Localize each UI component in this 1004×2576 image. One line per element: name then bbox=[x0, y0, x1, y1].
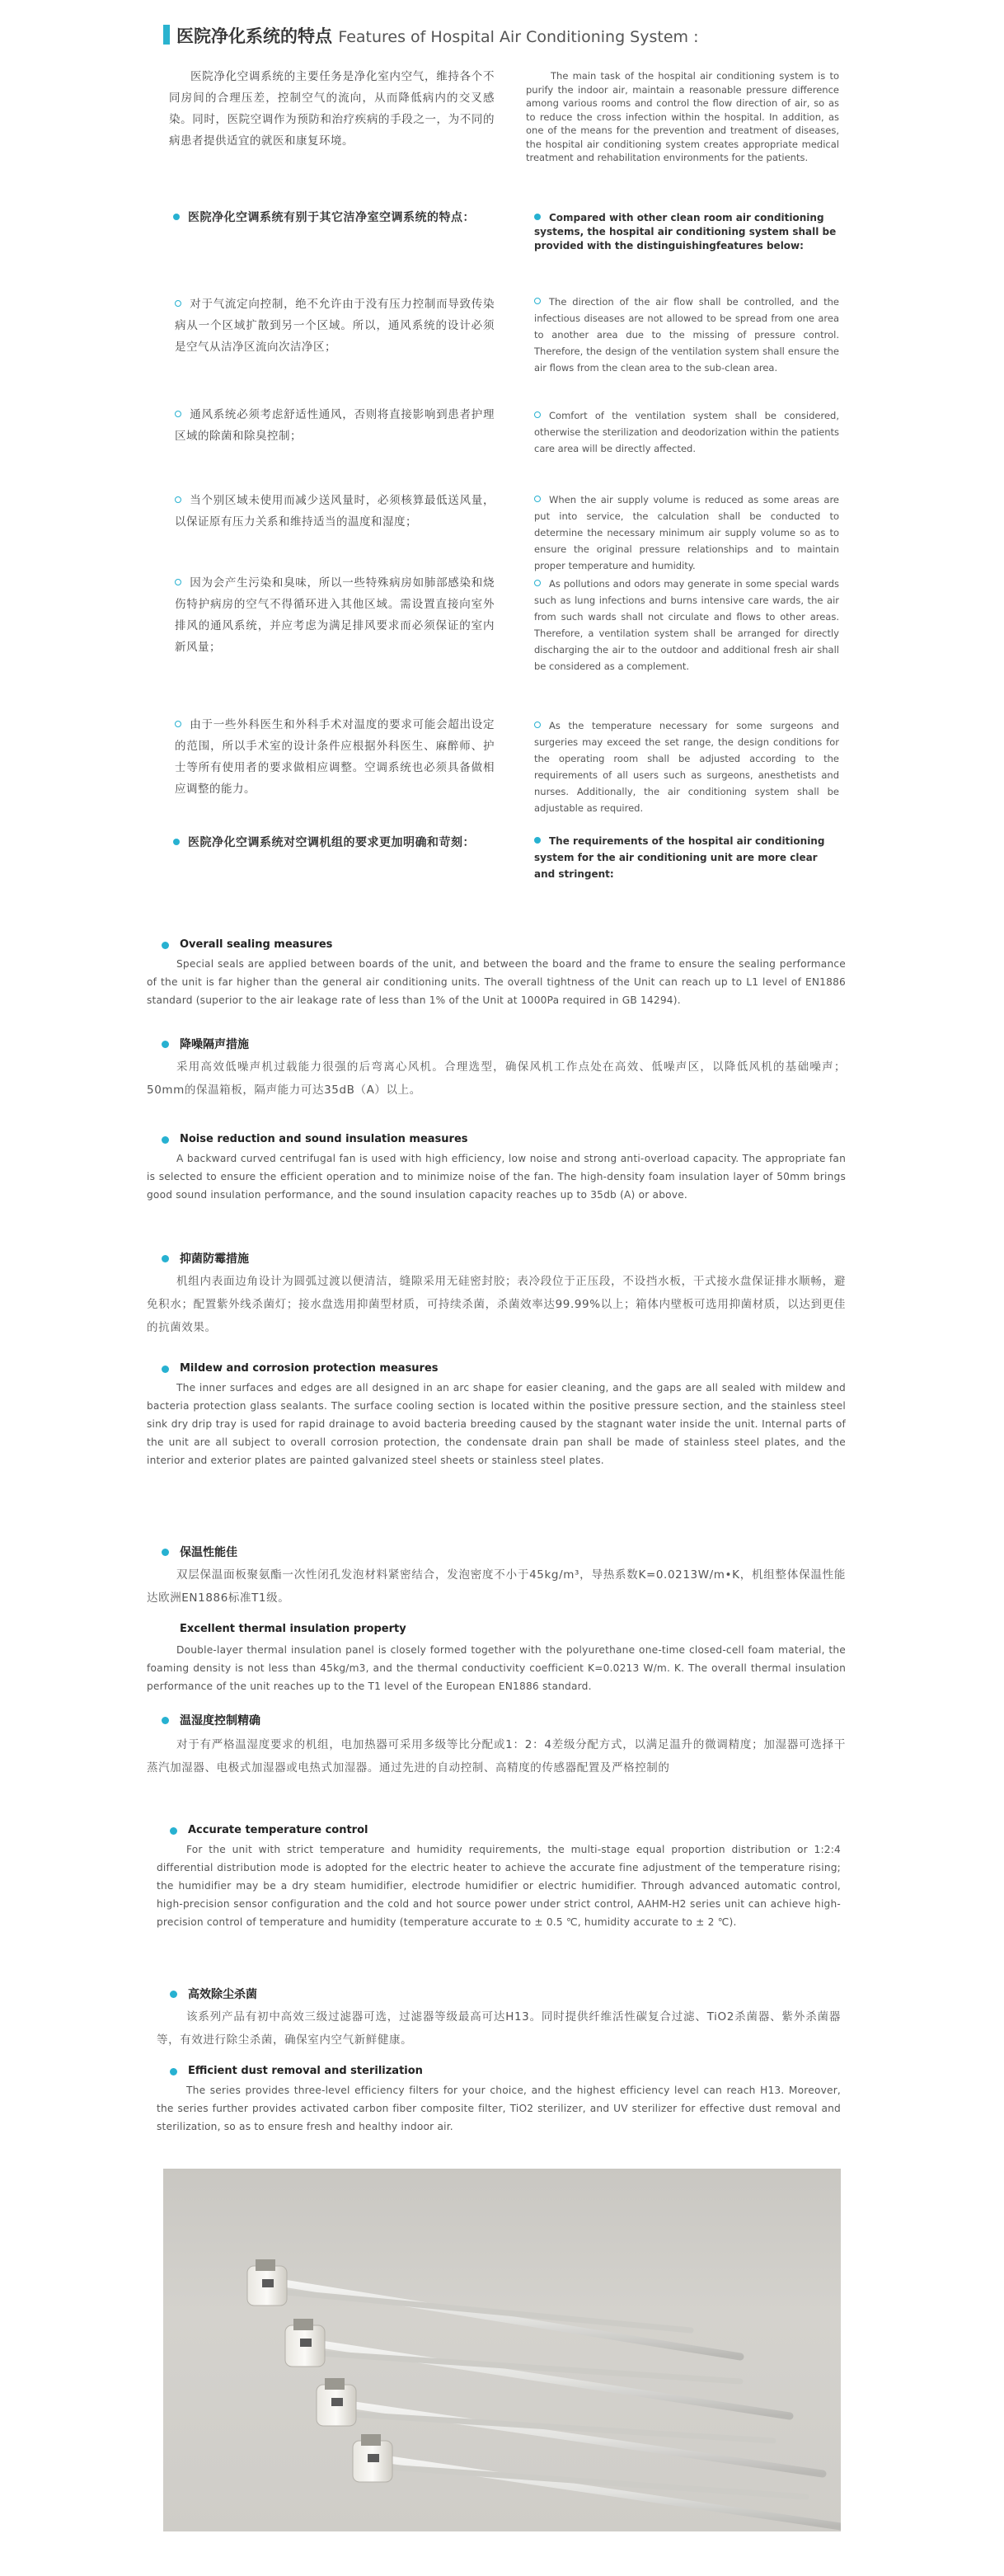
point-3-en bbox=[534, 491, 839, 574]
mildew-head-en: Mildew and corrosion protection measures bbox=[180, 1362, 439, 1375]
req-head-cn-text: 医院净化空调系统对空调机组的要求更加明确和苛刻： bbox=[188, 836, 475, 849]
section-bullet-icon bbox=[162, 942, 169, 949]
thermal-head-cn: 保温性能佳 bbox=[180, 1546, 237, 1559]
section-bullet-icon bbox=[162, 1255, 169, 1262]
temp-body-en: For the unit with strict temperature and humidity requirements, the multi-stage equal proportion distribution or 1:2:4 differential distribution mode is adopted for the electric heater to achieve the accurate fine adjustment of the temperature rising; the humidifier may be a dry steam humidifier, electrode humidifier or electric humidifier. Through advanced automatic control, high-precision sensor configuration and the cold and hot source power under strict control, AAHM-H2 series unit can achieve high-precision control of temperature and humidity (temperature accurate to ± 0.5 ℃, humidity accurate to ± 2 ℃). bbox=[157, 1844, 841, 1928]
bullet-ring-icon bbox=[175, 721, 181, 727]
bullet-dot-icon bbox=[534, 214, 541, 220]
mildew-body-en: The inner surfaces and edges are all designed in an arc shape for easier cleaning, and the gaps are all sealed with mildew and bacteria protection glass sealants. The surface cooling section is located within the positive pressure section, and the stainless steel sink dry drip tray is used for rapid drainage to avoid bacteria breeding caused by the stagnant water inside the unit. Internal parts of the unit are all subject to overall corrosion protection, the condensate drain pan shall be made of stainless steel plates, and the interior and exterior plates are painted galvanized steel sheets or stainless steel plates. bbox=[147, 1382, 846, 1466]
compare-head-cn bbox=[173, 206, 495, 229]
point-4-cn-text: 因为会产生污染和臭味，所以一些特殊病房如肺部感染和烧伤特护病房的空气不得循环进入其他区域。需设置直接向室外排风的通风系统，并应考虑为满足排风要求而必须保证的室内新风量； bbox=[175, 576, 495, 654]
point-5-cn bbox=[175, 714, 495, 800]
section-bullet-icon bbox=[162, 1041, 169, 1048]
thermal-head-en: Excellent thermal insulation property bbox=[180, 1623, 406, 1635]
mildew-head-cn: 抑菌防霉措施 bbox=[180, 1253, 249, 1266]
temp-head-cn: 温湿度控制精确 bbox=[180, 1714, 260, 1728]
thermal-body-en: Double-layer thermal insulation panel is closely formed together with the polyurethane one-time closed-cell foam material, the foaming density is not less than 45kg/m3, and the thermal conductivity coefficient K=0.0213 W/m. K. The overall thermal insulation performance of the unit reaches up to the T1 level of the European EN1886 standard. bbox=[147, 1644, 846, 1692]
intro-en: The main task of the hospital air conditioning system is to purify the indoor air, maintain a reasonable pressure difference among various rooms and control the flow direction of air, so as to reduce the cross infection within the hospital. In addition, as one of the means for the prevention and treatment of diseases, the hospital air conditioning system creates appropriate medical treatment and rehabilitation environments for the patients. bbox=[526, 70, 839, 163]
point-4-en bbox=[534, 576, 839, 675]
dust-body-cn: 该系列产品有初中高效三级过滤器可选，过滤器等级最高可达H13。同时提供纤维活性碳复合过滤、TiO2杀菌器、紫外杀菌器等，有效进行除尘杀菌，确保室内空气新鲜健康。 bbox=[157, 2010, 841, 2047]
mildew-body-cn: 机组内表面边角设计为圆弧过渡以便清洁，缝隙采用无硅密封胶；表冷段位于正压段，不设挡水板，干式接水盘保证排水顺畅，避免积水；配置紫外线杀菌灯；接水盘选用抑菌型材质，可持续杀菌，杀菌效率达99.99%以上；箱体内壁板可选用抑菌材质，以达到更佳的抗菌效果。 bbox=[147, 1275, 846, 1334]
compare-head-en bbox=[534, 211, 839, 253]
section-bullet-icon bbox=[162, 1717, 169, 1724]
intro-cn: 医院净化空调系统的主要任务是净化室内空气，维持各个不同房间的合理压差，控制空气的流向，从而降低病内的交叉感染。同时，医院空调作为预防和治疗疾病的手段之一，为不同的病患者提供适宜的就医和康复环境。 bbox=[169, 70, 495, 148]
dust-body-en: The series provides three-level efficiency filters for your choice, and the highest efficiency level can reach H13. Moreover, the series further provides activated carbon fiber composite filter, TiO2 sterilizer, and UV sterilizer for effective dust removal and sterilization, so as to ensure fresh and healthy indoor air. bbox=[157, 2085, 841, 2132]
bullet-ring-icon bbox=[175, 579, 181, 585]
point-2-en bbox=[534, 407, 839, 457]
uv-lamp bbox=[285, 2319, 790, 2416]
bullet-dot-icon bbox=[534, 837, 541, 844]
page-title-en: Features of Hospital Air Conditioning System : bbox=[338, 28, 699, 46]
temp-body-cn: 对于有严格温湿度要求的机组，电加热器可采用多级等比分配或1：2：4差级分配方式，以满足温升的微调精度；加湿器可选择干蒸汽加湿器、电极式加湿器或电热式加湿器。通过先进的自动控制、高精度的传感器配置及严格控制的 bbox=[147, 1738, 846, 1775]
sealing-body-en: Special seals are applied between boards of the unit, and between the board and the frame to ensure the sealing performance of the unit is far higher than the general air conditioning units. The overall tightness of the Unit can reach up to L1 level of EN1886 standard (superior to the air leakage rate of less than 1% of the Unit at 1000Pa required in GB 14294). bbox=[147, 958, 846, 1006]
uv-lamps-illustration bbox=[163, 2169, 841, 2531]
point-3-cn-text: 当个别区域未使用而减少送风量时，必须核算最低送风量，以保证原有压力关系和维持适当的温度和湿度； bbox=[175, 494, 495, 529]
req-head-en-text: The requirements of the hospital air conditioning system for the air conditioning unit are more clear and stringent: bbox=[534, 835, 825, 880]
point-5-en bbox=[534, 717, 839, 816]
bullet-ring-icon bbox=[175, 496, 181, 503]
req-head-cn bbox=[173, 831, 503, 854]
point-2-cn-text: 通风系统必须考虑舒适性通风，否则将直接影响到患者护理区域的除菌和除臭控制； bbox=[175, 408, 495, 443]
section-bullet-icon bbox=[162, 1366, 169, 1373]
point-5-en-text: As the temperature necessary for some surgeons and surgeries may exceed the set range, the design conditions for the operating room shall be adjusted according to the requirements of all users such as surgeons, anesthetists and nurses. Additionally, the air conditioning system shall be adjustable as required. bbox=[534, 720, 839, 814]
uv-lamps-photo bbox=[163, 2169, 841, 2531]
page-title bbox=[176, 23, 698, 48]
req-head-en bbox=[534, 833, 839, 882]
point-1-en-text: The direction of the air flow shall be controlled, and the infectious diseases are not allowed to be spread from one area to another area due to the missing of pressure control. Therefore, the design of the ventilation system shall ensure the air flows from the clean area to the sub-clean area. bbox=[534, 296, 839, 374]
bullet-ring-icon bbox=[175, 300, 181, 307]
compare-head-en-text: Compared with other clean room air conditioning systems, the hospital air conditioning system shall be provided with the distinguishingfeatures below: bbox=[534, 212, 837, 251]
point-2-en-text: Comfort of the ventilation system shall be considered, otherwise the sterilization and deodorization within the patients care area will be directly affected. bbox=[534, 410, 839, 454]
noise-body-en: A backward curved centrifugal fan is used with high efficiency, low noise and strong anti-overload capacity. The appropriate fan is selected to ensure the efficient operation and to minimize noise of the fan. The high-density foam insulation layer of 50mm brings good sound insulation performance, and the sound insulation capacity reaches up to 35db (A) or above. bbox=[147, 1153, 846, 1201]
point-1-cn bbox=[175, 294, 495, 358]
point-4-cn bbox=[175, 572, 495, 658]
section-bullet-icon bbox=[162, 1549, 169, 1556]
section-bullet-icon bbox=[170, 1827, 177, 1835]
uv-lamp bbox=[353, 2434, 841, 2527]
noise-head-cn: 降噪隔声措施 bbox=[180, 1038, 249, 1051]
page-title-cn: 医院净化系统的特点 bbox=[176, 26, 332, 46]
noise-head-en: Noise reduction and sound insulation measures bbox=[180, 1133, 468, 1145]
bullet-ring-icon bbox=[534, 722, 541, 728]
point-1-cn-text: 对于气流定向控制，绝不允许由于没有压力控制而导致传染病从一个区域扩散到另一个区域。所以，通风系统的设计必须是空气从洁净区流向次洁净区； bbox=[175, 298, 495, 354]
sealing-head-en: Overall sealing measures bbox=[180, 938, 333, 951]
thermal-body-cn: 双层保温面板聚氨酯一次性闭孔发泡材料紧密结合，发泡密度不小于45kg/m³，导热系数K=0.0213W/m•K，机组整体保温性能达欧洲EN1886标准T1级。 bbox=[147, 1568, 846, 1605]
bullet-ring-icon bbox=[534, 298, 541, 304]
compare-head-cn-text: 医院净化空调系统有别于其它洁净室空调系统的特点： bbox=[188, 211, 475, 224]
section-bullet-icon bbox=[170, 2068, 177, 2075]
bullet-ring-icon bbox=[534, 411, 541, 418]
bullet-dot-icon bbox=[173, 214, 180, 220]
bullet-ring-icon bbox=[534, 496, 541, 502]
point-2-cn bbox=[175, 404, 495, 447]
title-accent-bar bbox=[163, 25, 170, 45]
dust-head-en: Efficient dust removal and sterilization bbox=[188, 2065, 423, 2077]
bullet-ring-icon bbox=[175, 411, 181, 417]
bullet-dot-icon bbox=[173, 839, 180, 845]
dust-head-cn: 高效除尘杀菌 bbox=[188, 1988, 257, 2001]
bullet-ring-icon bbox=[534, 580, 541, 586]
point-5-cn-text: 由于一些外科医生和外科手术对温度的要求可能会超出设定的范围，所以手术室的设计条件应根据外科医生、麻醉师、护士等所有使用者的要求做相应调整。空调系统也必须具备做相应调整的能力。 bbox=[175, 718, 495, 796]
temp-head-en: Accurate temperature control bbox=[188, 1824, 368, 1836]
section-bullet-icon bbox=[162, 1136, 169, 1144]
point-3-cn bbox=[175, 490, 495, 533]
section-bullet-icon bbox=[170, 1991, 177, 1998]
point-1-en bbox=[534, 294, 839, 376]
point-4-en-text: As pollutions and odors may generate in some special wards such as lung infections and burns intensive care wards, the air from such wards shall not circulate and flows to other areas. Therefore, a ventilation system shall be arranged for directly discharging the air to the outdoor and additional fresh air shall be considered as a complement. bbox=[534, 578, 839, 672]
point-3-en-text: When the air supply volume is reduced as some areas are put into service, the calculation shall be conducted to determine the necessary minimum air supply volume so as to ensure the original pressure relationships and to maintain proper temperature and humidity. bbox=[534, 494, 839, 571]
noise-body-cn: 采用高效低噪声机过载能力很强的后弯离心风机。合理选型，确保风机工作点处在高效、低噪声区，以降低风机的基础噪声；50mm的保温箱板，隔声能力可达35dB（A）以上。 bbox=[147, 1060, 846, 1097]
